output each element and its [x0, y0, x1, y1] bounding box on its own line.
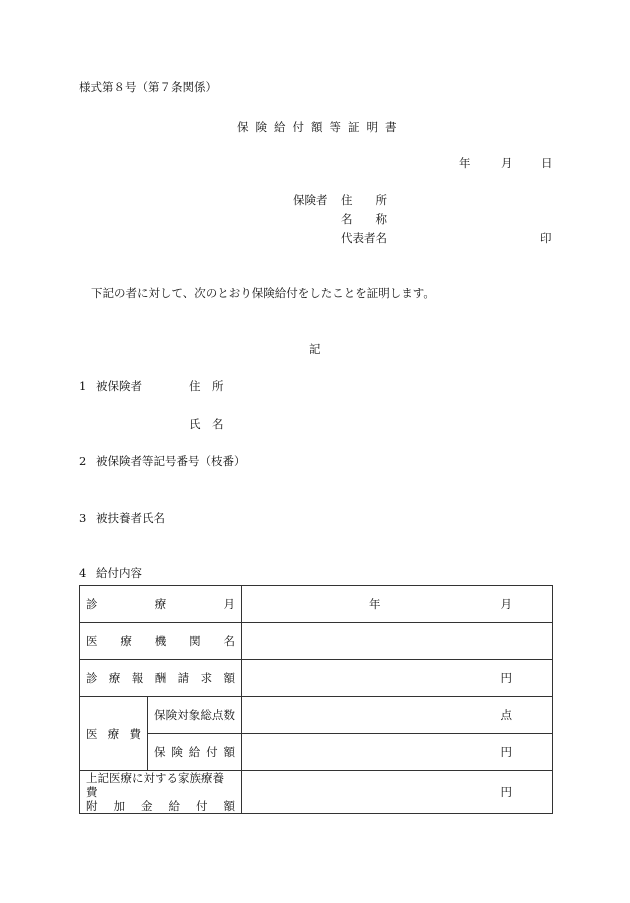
insurer-address-label: 住 所	[341, 193, 387, 207]
family-additional-line1: 上記医療に対する家族療養費	[86, 771, 224, 799]
date-month-label: 月	[501, 156, 513, 170]
table-row-benefit-amount	[80, 734, 553, 771]
yen-unit: 円	[500, 745, 512, 759]
item-1-number: 1	[79, 379, 87, 393]
item-2-label: 被保険者等記号番号（枝番）	[96, 454, 246, 468]
insurer-label: 保険者	[293, 193, 328, 207]
table-row-hospital-name	[80, 623, 553, 660]
seal-mark: 印	[540, 231, 552, 245]
insurer-representative-label: 代表者名	[341, 231, 387, 245]
row-label-medical-month: 診療月	[80, 586, 242, 623]
row-label-total-points: 保険対象総点数	[148, 697, 242, 734]
certification-statement: 下記の者に対して、次のとおり保険給付をしたことを証明します。	[91, 286, 435, 300]
date-year-label: 年	[459, 156, 471, 170]
item-2-number: 2	[79, 454, 87, 468]
total-points-value	[242, 697, 553, 734]
row-label-hospital-name: 医療機関名	[80, 623, 242, 660]
insurer-name-label: 名 称	[341, 212, 387, 226]
benefit-amount-value	[242, 734, 553, 771]
date-day-label: 日	[541, 156, 553, 170]
year-unit: 年	[369, 597, 381, 611]
family-additional-line2: 附加金給付額	[86, 799, 235, 813]
points-unit: 点	[500, 708, 512, 722]
item-4-label: 給付内容	[96, 566, 142, 580]
item-3-number: 3	[79, 511, 87, 525]
row-label-family-additional	[80, 771, 242, 814]
form-number: 様式第８号（第７条関係）	[79, 80, 217, 94]
table-row-medical-month	[80, 586, 553, 623]
table-row-claim-amount	[80, 660, 553, 697]
family-additional-value	[242, 771, 553, 814]
item-3-label: 被扶養者氏名	[96, 511, 165, 525]
item-4-number: 4	[79, 566, 87, 580]
row-label-benefit-amount: 保険給付額	[148, 734, 242, 771]
table-row-total-points	[80, 697, 553, 734]
benefit-table	[79, 585, 553, 814]
item-1-name-label: 氏 名	[189, 417, 224, 431]
item-1-address-label: 住 所	[189, 379, 224, 393]
yen-unit: 円	[500, 785, 512, 799]
row-label-claim-amount: 診療報酬請求額	[80, 660, 242, 697]
yen-unit: 円	[500, 671, 512, 685]
document-title: 保険給付額等証明書	[237, 120, 404, 134]
row-label-medical-expenses: 医療費	[80, 697, 148, 771]
month-unit: 月	[500, 597, 512, 611]
item-1-label: 被保険者	[96, 379, 142, 393]
ki-heading: 記	[309, 342, 321, 356]
table-row-family-additional	[80, 771, 553, 814]
medical-month-value	[242, 586, 553, 623]
claim-amount-value	[242, 660, 553, 697]
hospital-name-value	[242, 623, 553, 660]
